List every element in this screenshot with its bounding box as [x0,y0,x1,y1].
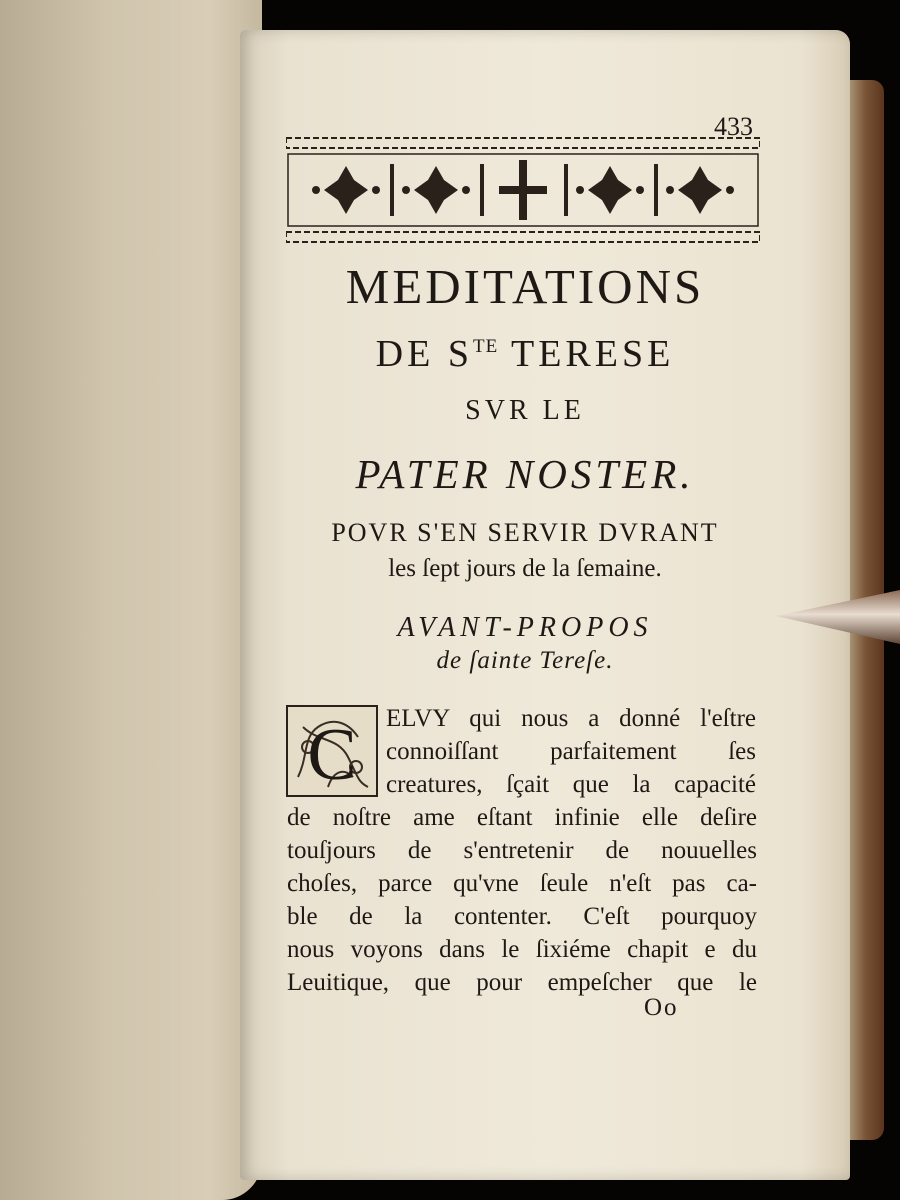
ghost-show-through-text [0,0,262,1200]
body-line-4: de noſtre ame eſtant infinie elle deſire [287,804,757,831]
title-svr-le: SVR LE [465,395,585,426]
body-line-8: nous voyons dans le ſixiéme chapit e du [287,936,757,963]
drop-cap-letter: C [307,714,357,795]
title-te-superscript: TE [472,336,499,357]
body-line-9: Leuitique, que pour empeſcher que le [287,969,757,996]
heading-de-sainte-terese: de ſainte Tereſe. [436,647,614,674]
decorated-initial [286,705,378,797]
title-de-ste-terese [270,332,780,376]
signature-mark: Oo [644,994,679,1021]
initial-foliage-icon [288,707,376,795]
subtitle-pour-sen-servir: POVR S'EN SERVIR DVRANT [331,518,719,547]
title-de-s: DE S [375,333,473,375]
page-number: 433 [714,112,753,141]
title-meditations: MEDITATIONS [345,259,705,314]
body-line-2: connoiſſant parfaitement ſes [386,738,756,765]
body-line-6: choſes, parce qu'vne ſeule n'eſt pas ca- [287,870,757,897]
heading-avant-propos: AVANT-PROPOS [397,612,653,643]
title-pater-noster: PATER NOSTER. [355,451,695,497]
body-line-7: ble de la contenter. C'eſt pourquoy [287,903,757,930]
body-line-1: ELVY qui nous a donné l'eſtre [386,705,756,732]
title-terese: TERESE [498,333,675,375]
page-pointer-needle [776,586,900,648]
body-line-5: touſjours de s'entretenir de nouuelles [287,837,757,864]
left-page [0,0,262,1200]
subtitle-sept-jours: les ſept jours de la ſemaine. [388,555,662,582]
body-line-3: creatures, ſçait que la capacité [386,771,756,798]
printers-ornament-band [286,134,760,246]
